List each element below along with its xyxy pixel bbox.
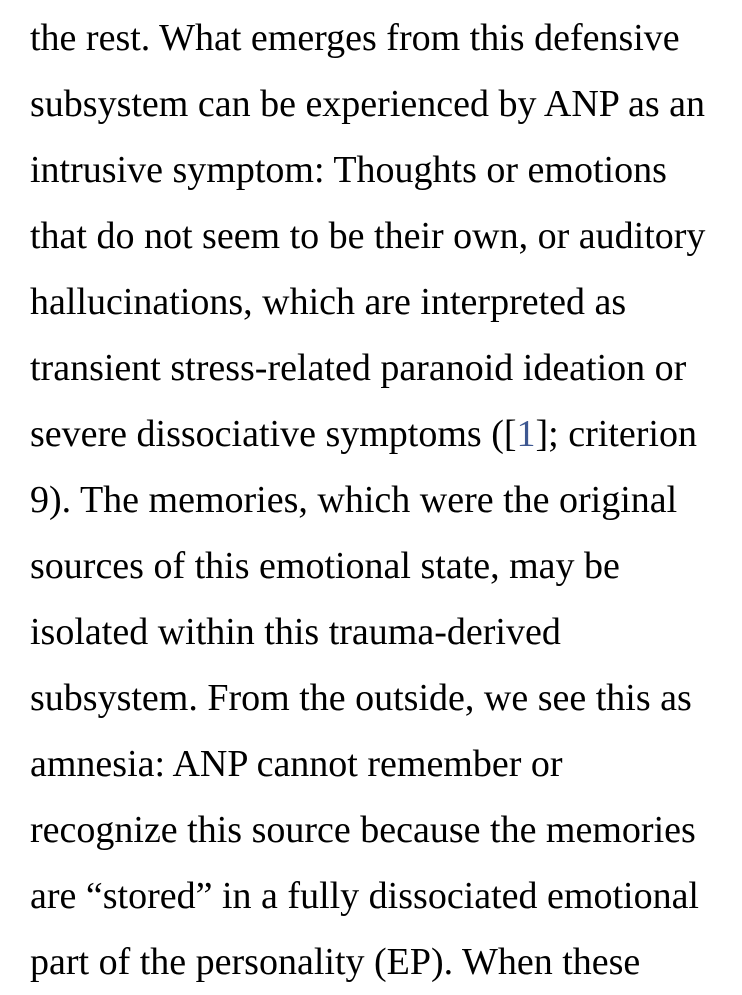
text-line: amnesia: ANP cannot remember or (30, 743, 563, 785)
text-line: isolated within this trauma-derived (30, 611, 561, 653)
text-line: part of the personality (EP). When these (30, 941, 641, 983)
text-line: intrusive symptom: Thoughts or emotions (30, 149, 667, 191)
text-line: subsystem can be experienced by ANP as an (30, 83, 706, 125)
text-line: are “stored” in a fully dissociated emotional (30, 875, 699, 917)
text-line: transient stress-related paranoid ideation or (30, 347, 687, 389)
text-line: that do not seem to be their own, or auditory (30, 215, 706, 257)
text-column (30, 5, 724, 995)
text-line: recognize this source because the memories (30, 809, 696, 851)
text-line: 9). The memories, which were the original (30, 479, 678, 521)
text-segment: severe dissociative symptoms ([ (30, 413, 517, 455)
text-line: sources of this emotional state, may be (30, 545, 620, 587)
text-segment: ]; criterion (535, 413, 697, 455)
text-line: hallucinations, which are interpreted as (30, 281, 627, 323)
text-line: the rest. What emerges from this defensive (30, 17, 680, 59)
text-line: subsystem. From the outside, we see this as (30, 677, 692, 719)
text-line-with-citation (30, 401, 724, 467)
citation-link-1[interactable]: 1 (516, 413, 536, 455)
